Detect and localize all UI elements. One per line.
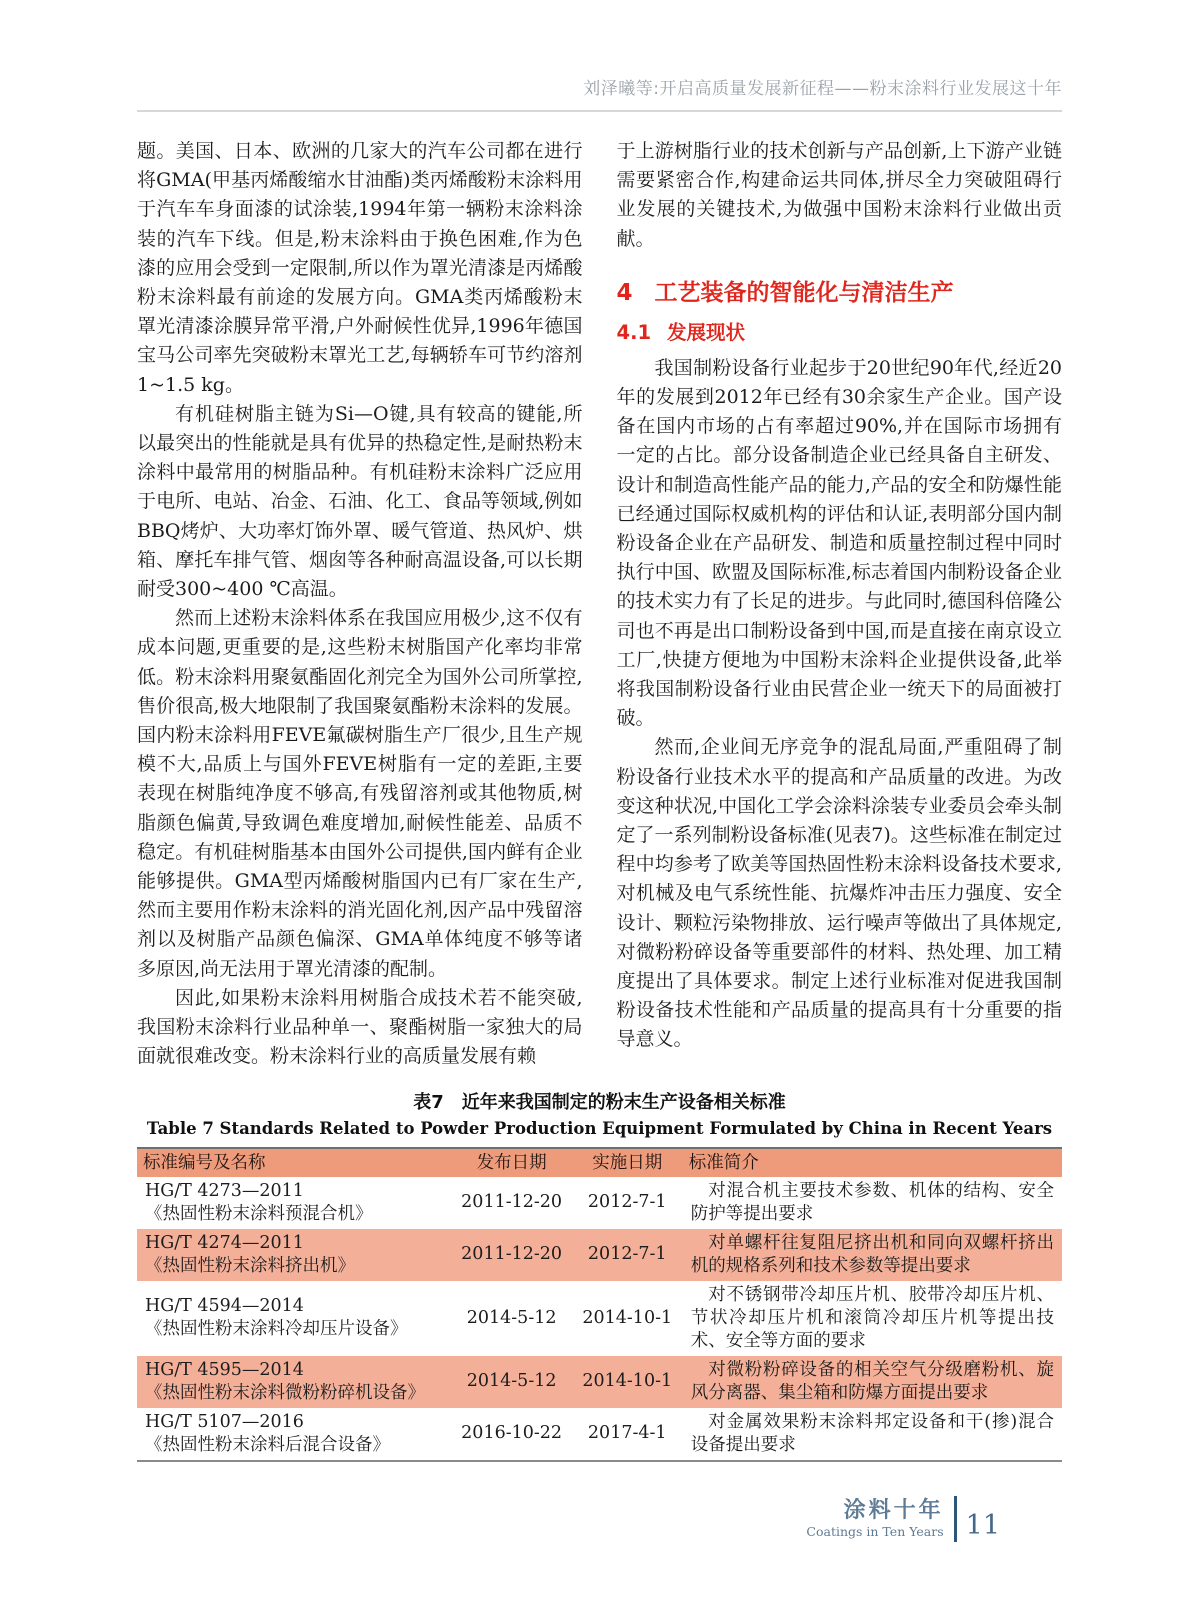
table-row — [137, 1408, 1062, 1461]
table7-block — [137, 1088, 1062, 1462]
paragraph: 我国制粉设备行业起步于20世纪90年代,经近20年的发展到2012年已经有30余家生产企业。国产设备在国内市场的占有率超过90%,并在国际市场拥有一定的占比。部分设备制造企业已经具备自主研发、设计和制造高性能产品的能力,产品的安全和防爆性能已经通过国际权威机构的评估和认证,表明部分国内制粉设备企业在产品研发、制造和质量控制过程中同时执行中国、欧盟及国际标准,标志着国内制粉设备企业的技术实力有了长足的进步。与此同时,德国科倍隆公司也不再是出口制粉设备到中国,而是直接在南京设立工厂,快捷方便地为中国粉末涂料企业提供设备,此举将我国制粉设备行业由民营企业一统天下的局面被打破。 — [616, 356, 1062, 730]
section-heading — [617, 274, 1063, 307]
impl-date-cell: 2012-7-1 — [587, 1192, 667, 1212]
summary-text: 对金属效果粉末涂料邦定设备和干(掺)混合设备提出要求 — [690, 1411, 1054, 1455]
col-header-impl-date: 实施日期 — [572, 1148, 683, 1177]
journal-name-en: Coatings in Ten Years — [806, 1524, 944, 1539]
standard-title: 《热固性粉末涂料后混合设备》 — [145, 1434, 390, 1455]
table-caption-en: Table 7 Standards Related to Powder Production Equipment Formulated by China in Recent Years — [146, 1118, 1053, 1138]
paragraph: 然而,企业间无序竞争的混乱局面,严重阻碍了制粉设备行业技术水平的提高和产品质量的改进。为改变这种状况,中国化工学会涂料涂装专业委员会牵头制定了一系列制粉设备标准(见表7)。这些标准在制定过程中均参考了欧美等国热固性粉末涂料设备技术要求,对机械及电气系统性能、抗爆炸冲击压力强度、安全设计、颗粒污染物排放、运行噪声等做出了具体规定,对微粉粉碎设备等重要部件的材料、热处理、加工精度提出了具体要求。制定上述行业标准对促进我国制粉设备技术性能和产品质量的提高具有十分重要的指导意义。 — [616, 736, 1062, 1051]
col-header-standard: 标准编号及名称 — [137, 1148, 452, 1177]
standard-title: 《热固性粉末涂料微粉粉碎机设备》 — [145, 1382, 425, 1403]
summary-text: 对混合机主要技术参数、机体的结构、安全防护等提出要求 — [690, 1180, 1054, 1224]
footer-divider — [954, 1496, 957, 1542]
impl-date-cell: 2014-10-1 — [572, 1356, 683, 1408]
standard-title: 《热固性粉末涂料冷却压片设备》 — [145, 1319, 408, 1339]
paragraph-continuation: 于上游树脂行业的技术创新与产品创新,上下游产业链需要紧密合作,构建命运共同体,拼尽全力突破阻碍行业发展的关键技术,为做强中国粉末涂料行业做出贡献。 — [616, 140, 1062, 250]
col-header-issue-date: 发布日期 — [452, 1148, 572, 1177]
standard-code: HG/T 4595—2014 — [145, 1359, 304, 1380]
subsection-heading — [617, 317, 1063, 345]
standard-title: 《热固性粉末涂料挤出机》 — [145, 1255, 355, 1276]
table-row — [137, 1229, 1062, 1281]
section-number: 4 — [616, 279, 633, 306]
running-header — [137, 0, 1062, 112]
summary-cell — [683, 1408, 1062, 1461]
standard-code: HG/T 4274—2011 — [145, 1232, 304, 1253]
col-header-summary: 标准简介 — [683, 1148, 1062, 1177]
standard-code: HG/T 5107—2016 — [145, 1411, 304, 1432]
journal-name-zh: 涂料十年 — [843, 1498, 944, 1523]
summary-cell — [683, 1356, 1062, 1408]
left-column — [137, 137, 583, 1072]
section-title: 工艺装备的智能化与清洁生产 — [654, 279, 954, 306]
impl-date-cell: 2017-4-1 — [587, 1423, 667, 1443]
issue-date-cell: 2011-12-20 — [452, 1229, 572, 1281]
summary-cell — [683, 1281, 1062, 1356]
summary-text: 对微粉粉碎设备的相关空气分级磨粉机、旋风分离器、集尘箱和防爆方面提出要求 — [690, 1359, 1054, 1403]
summary-text: 对不锈钢带冷却压片机、胶带冷却压片机、节状冷却压片机和滚筒冷却压片机等提出技术、安全等方面的要求 — [690, 1284, 1054, 1351]
paragraph-continuation: 题。美国、日本、欧洲的几家大的汽车公司都在进行将GMA(甲基丙烯酸缩水甘油酯)类丙烯酸粉末涂料用于汽车车身面漆的试涂装,1994年第一辆粉末涂料涂装的汽车下线。但是,粉末涂料由于换色困难,作为色漆的应用会受到一定限制,所以作为罩光清漆是丙烯酸粉末涂料最有前途的发展方向。GMA类丙烯酸粉末罩光清漆涂膜异常平滑,户外耐候性优异,1996年德国宝马公司率先突破粉末罩光工艺,每辆轿车可节约溶剂1~1.5 kg。 — [137, 140, 583, 396]
table-caption-zh: 表7 近年来我国制定的粉末生产设备相关标准 — [413, 1091, 786, 1113]
impl-date-cell: 2012-7-1 — [572, 1229, 683, 1281]
summary-cell — [683, 1177, 1062, 1229]
journal-brand — [806, 1498, 943, 1540]
subsection-number: 4.1 — [616, 320, 652, 344]
standard-name-cell — [137, 1281, 452, 1356]
table-row — [137, 1281, 1062, 1356]
article-body — [137, 137, 1062, 1072]
summary-text: 对单螺杆往复阻尼挤出机和同向双螺杆挤出机的规格系列和技术参数等提出要求 — [690, 1232, 1054, 1276]
standard-name-cell — [137, 1356, 452, 1408]
standard-name-cell — [137, 1408, 452, 1461]
subsection-title: 发展现状 — [667, 320, 746, 344]
issue-date-cell: 2014-5-12 — [466, 1307, 557, 1328]
table-row — [137, 1356, 1062, 1408]
right-column — [617, 137, 1063, 1072]
paragraph: 因此,如果粉末涂料用树脂合成技术若不能突破,我国粉末涂料行业品种单一、聚酯树脂一家独大的局面就很难改变。粉末涂料行业的高质量发展有赖 — [137, 986, 583, 1068]
standard-name-cell — [137, 1229, 452, 1281]
summary-cell — [683, 1229, 1062, 1281]
paragraph: 然而上述粉末涂料体系在我国应用极少,这不仅有成本问题,更重要的是,这些粉末树脂国产化率均非常低。粉末涂料用聚氨酯固化剂完全为国外公司所掌控,售价很高,极大地限制了我国聚氨酯粉末涂料的发展。国内粉末涂料用FEVE氟碳树脂生产厂很少,且生产规模不大,品质上与国外FEVE树脂有一定的差距,主要表现在树脂纯净度不够高,有残留溶剂或其他物质,树脂颜色偏黄,导致调色难度增加,耐候性能差、品质不稳定。有机硅树脂基本由国外公司提供,国内鲜有企业能够提供。GMA型丙烯酸树脂国内已有厂家在生产,然而主要用作粉末涂料的消光固化剂,因产品中残留溶剂以及树脂产品颜色偏深、GMA单体纯度不够等诸多原因,尚无法用于罩光清漆的配制。 — [137, 607, 583, 980]
issue-date-cell: 2016-10-22 — [461, 1423, 563, 1443]
impl-date-cell: 2014-10-1 — [582, 1307, 673, 1328]
standard-name-cell — [137, 1177, 452, 1229]
standards-table — [137, 1147, 1062, 1462]
standard-title: 《热固性粉末涂料预混合机》 — [145, 1203, 373, 1224]
table-header-row — [137, 1148, 1062, 1177]
table-row — [137, 1177, 1062, 1229]
page-footer — [806, 1496, 1000, 1542]
standard-code: HG/T 4594—2014 — [145, 1296, 304, 1316]
paragraph: 有机硅树脂主链为Si—O键,具有较高的键能,所以最突出的性能就是具有优异的热稳定性,是耐热粉末涂料中最常用的树脂品种。有机硅粉末涂料广泛应用于电所、电站、冶金、石油、化工、食品等领域,例如BBQ烤炉、大功率灯饰外罩、暖气管道、热风炉、烘箱、摩托车排气管、烟囱等各种耐高温设备,可以长期耐受300~400 ℃高温。 — [137, 402, 583, 601]
running-title: 刘泽曦等:开启高质量发展新征程——粉末涂料行业发展这十年 — [583, 79, 1062, 99]
issue-date-cell: 2014-5-12 — [452, 1356, 572, 1408]
page-number: 11 — [965, 1509, 1000, 1541]
issue-date-cell: 2011-12-20 — [461, 1192, 563, 1212]
standard-code: HG/T 4273—2011 — [145, 1180, 304, 1201]
